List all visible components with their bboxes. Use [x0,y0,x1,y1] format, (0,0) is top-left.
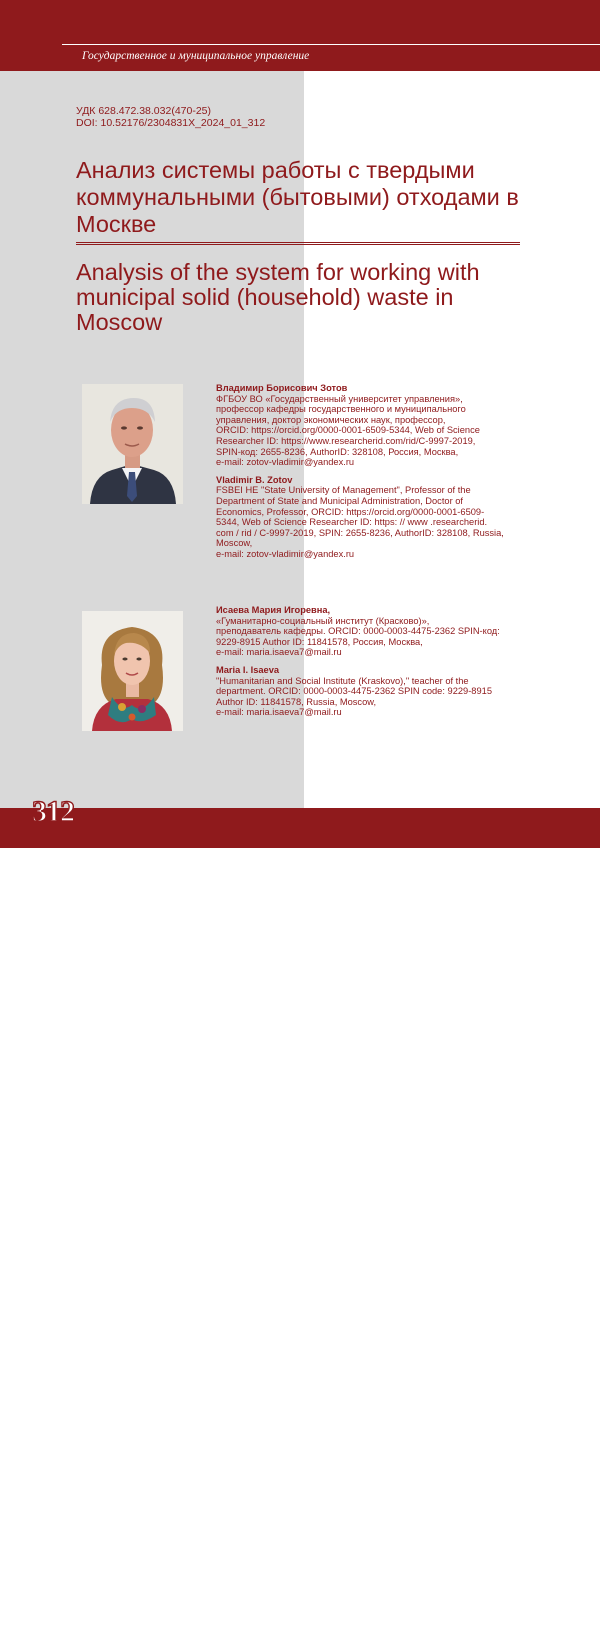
journal-section-title: Государственное и муниципальное управление [82,50,310,62]
author-1-details-en [216,485,536,559]
article-title-en: Analysis of the system for working with municipal solid (household) waste in Moscow [76,259,480,335]
udk-code: УДК 628.472.38.032(470-25) [76,105,212,117]
author-1-en-line: Department of State and Municipal Administration, Doctor of [216,495,464,506]
author-2-details-en [216,676,536,718]
author-photo-isaeva [82,611,183,731]
author-1-en-line: com / rid / C-9997-2019, SPIN: 2655-8236, AuthorID: 328108, Russia, [216,527,504,538]
title-divider [76,242,520,245]
author-portrait-man-icon [82,384,183,504]
author-1-en-line: FSBEI HE "State University of Management", Professor of the [216,485,471,496]
header-rule [62,44,600,45]
author-2-en-line: department. ORCID: 0000-0003-4475-2362 SPIN code: 9229-8915 [216,686,492,697]
author-2-en-email[interactable]: e-mail: maria.isaeva7@mail.ru [216,707,342,718]
article-identifiers [76,105,265,129]
author-2-details-ru [216,616,536,658]
author-2-name-en: Maria I. Isaeva [216,664,280,675]
author-1-ru-line: Researcher ID: https://www.researcherid.com/rid/C-9997-2019, [216,435,476,446]
author-2-name-ru: Исаева Мария Игоревна, [216,605,331,615]
header-bar [0,0,600,71]
article-title-ru: Анализ системы работы с твердыми коммунальными (бытовыми) отходами в Москве [76,157,519,237]
author-1-ru-line: управления, доктор экономических наук, профессор, [216,414,446,425]
footer-bar [0,808,600,1645]
footer-citation [112,1622,309,1646]
footer-journal-citation: Муниципальная академия, 2024, № 1, с. 312–316. [112,1635,310,1645]
author-1-en-line: 5344, Web of Science Researcher ID: https: // www .researcherid. [216,517,488,528]
doi: DOI: 10.52176/2304831X_2024_01_312 [76,117,266,129]
author-1-en-email[interactable]: e-mail: zotov-vladimir@yandex.ru [216,548,355,559]
author-2-ru-line: преподаватель кафедры. ORCID: 0000-0003-4475-2362 SPIN-код: [216,626,500,637]
author-1-name-ru: Владимир Борисович Зотов [216,383,348,393]
author-2-en-line: Author ID: 11841578, Russia, Moscow, [216,696,377,707]
author-2-ru-line: «Гуманитарно-социальный институт (Красково)», [216,615,430,626]
author-1-ru-line: ФГБОУ ВО «Государственный университет управления», [216,393,463,404]
footer-copyright: © Зотов В. Б., Исаева М. И., 2024 [112,1623,250,1633]
author-1-info [216,383,536,560]
author-portrait-woman-icon [82,611,183,731]
author-1-ru-line: профессор кафедры государственного и муниципального [216,404,466,415]
author-1-ru-line: SPIN-код: 2655-8236, AuthorID: 328108, Россия, Москва, [216,446,459,457]
author-1-en-line: Economics, Professor, ORCID: https://orcid.org/0000-0001-6509- [216,506,485,517]
author-photo-zotov [82,384,183,504]
author-1-name-en: Vladimir B. Zotov [216,474,293,485]
author-1-ru-line: ORCID: https://orcid.org/0000-0001-6509-5344, Web of Science [216,425,480,436]
author-2-ru-line: 9229-8915 Author ID: 11841578, Россия, Москва, [216,636,423,647]
page-number: 312 [32,795,74,828]
author-1-details-ru [216,394,536,468]
author-2-en-line: "Humanitarian and Social Institute (Kraskovo)," teacher of the [216,675,469,686]
author-1-ru-email[interactable]: e-mail: zotov-vladimir@yandex.ru [216,457,355,468]
author-2-ru-email[interactable]: e-mail: maria.isaeva7@mail.ru [216,647,342,658]
author-2-info [216,605,536,718]
author-1-en-line: Moscow, [216,538,253,549]
